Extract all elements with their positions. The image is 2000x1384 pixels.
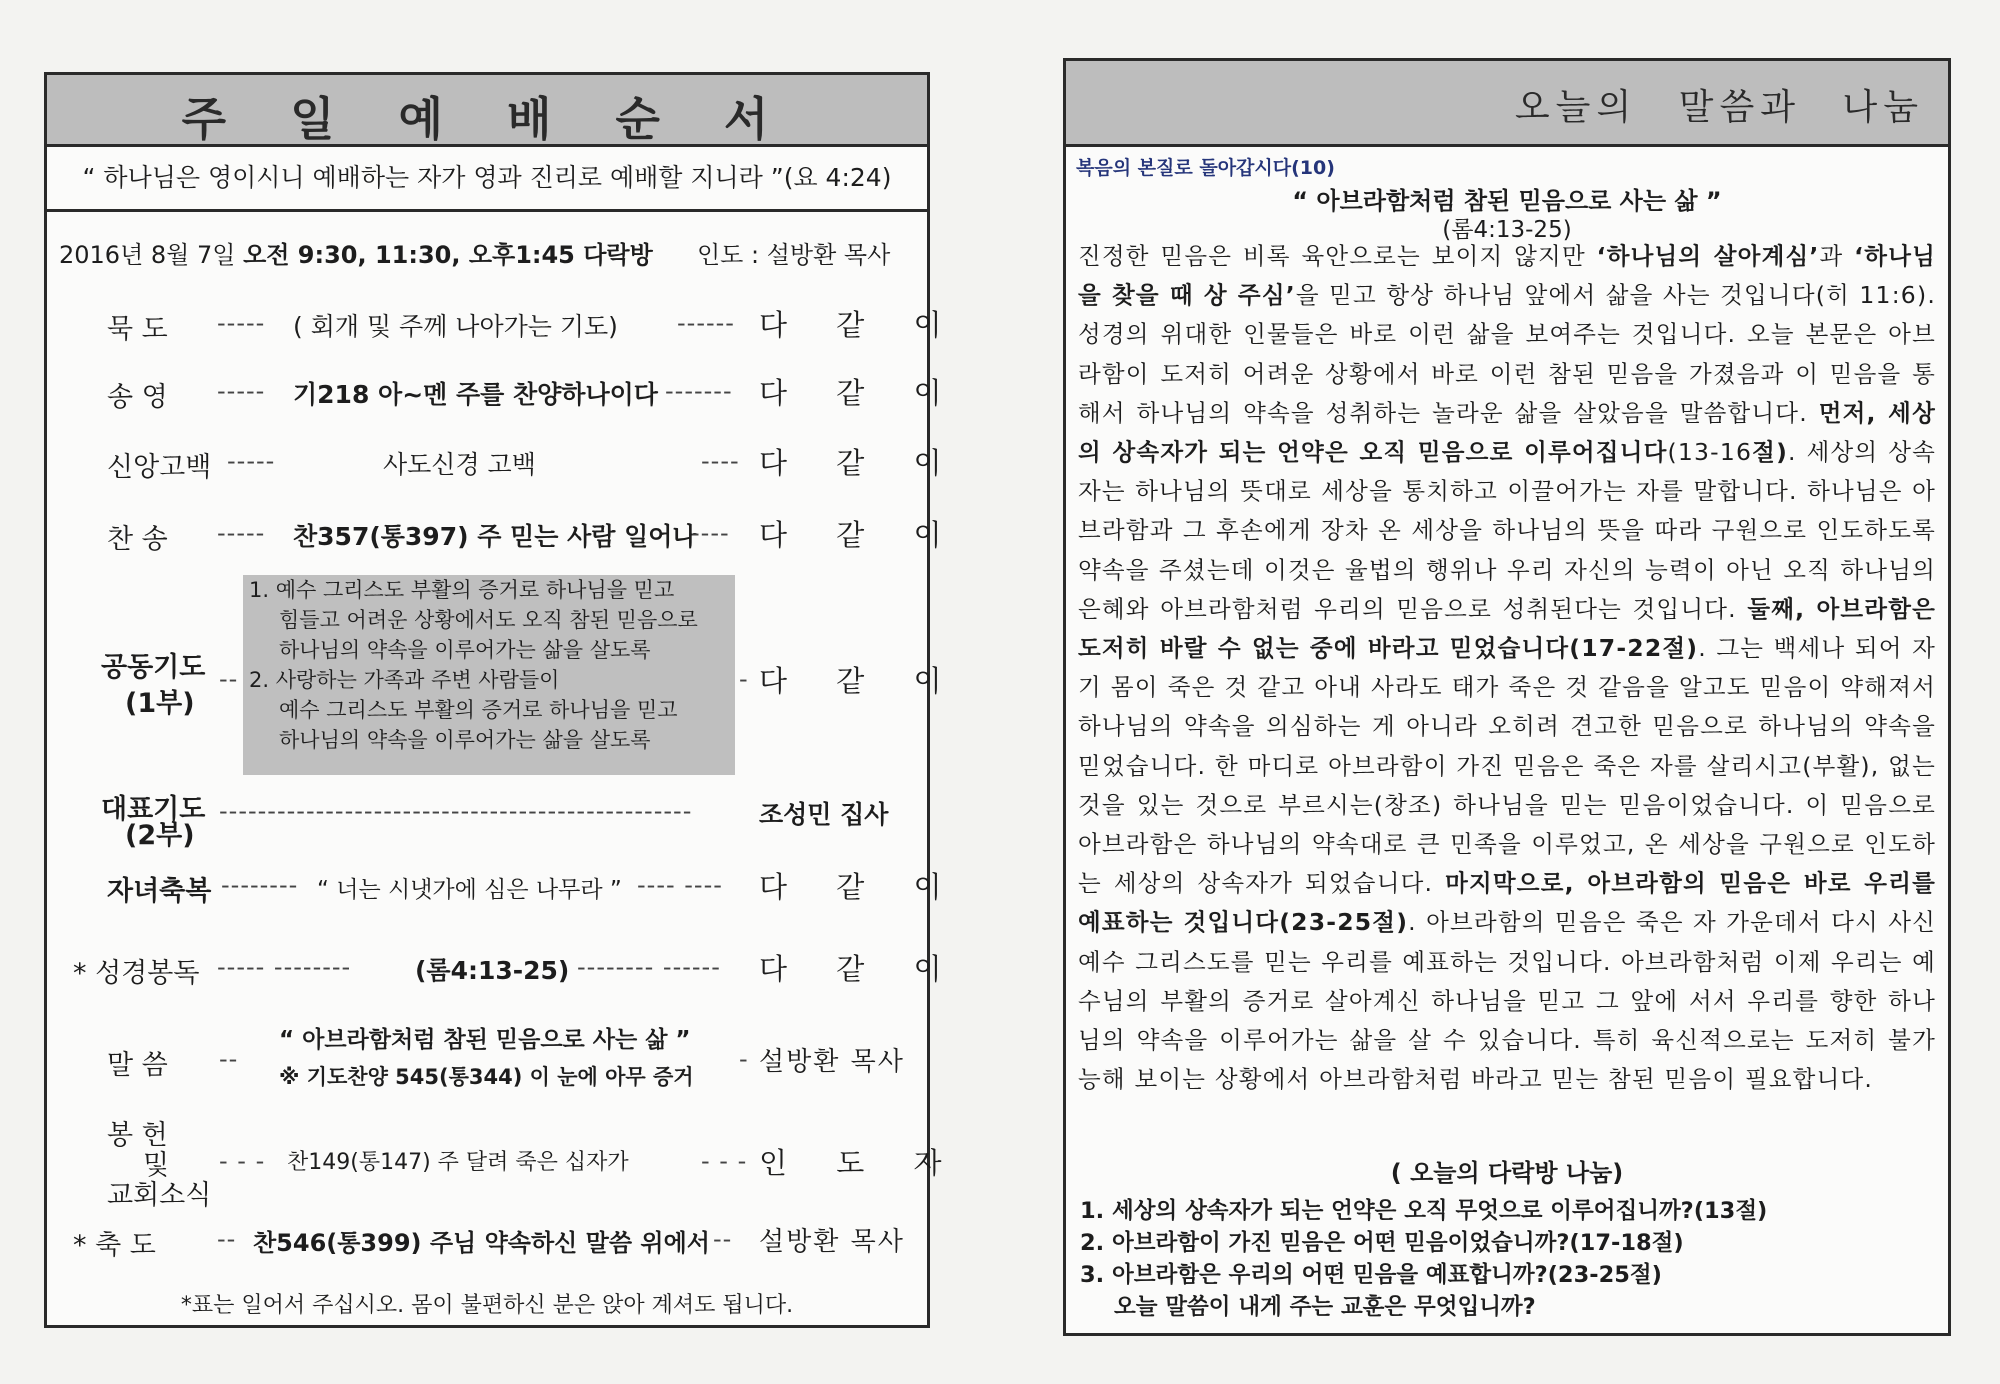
- item-responder: 다 같 이: [759, 308, 962, 342]
- worship-order-title: 주 일 예 배 순 서: [181, 92, 793, 146]
- item-dash: --: [219, 665, 239, 693]
- item-responder: 다 같 이: [759, 518, 962, 552]
- item-responder: 다 같 이: [759, 446, 962, 480]
- item-dash: -------: [665, 377, 733, 405]
- item-dash: -------- ------: [577, 953, 721, 981]
- item-label-child-blessing: 자녀축복: [107, 876, 212, 907]
- item-responder: 조성민 집사: [759, 800, 889, 829]
- service-date: [59, 235, 653, 270]
- body-span-bold: ‘하나님을 찾을 때 상 주심’: [1078, 242, 1937, 310]
- worship-order-header: [47, 75, 927, 147]
- body-span: 을 믿고 항상 하나님 앞에서 삶을 사는 것입니다(히 11:6). 성경의 위대한 인물들은 바로 이런 삶을 보여주는 것입니다. 오늘 본문은 아브라함이 도저히 어려운 상황에서 바로 이런 참된 믿음을 가졌음과 이 믿음을 통해서 하나님의 약속을 성취하는 놀라운 삶을 살았음을 말씀합니다.: [1078, 281, 1936, 427]
- item-content-creed: 사도신경 고백: [383, 450, 536, 479]
- item-dash: -: [739, 665, 749, 693]
- prayer-line: 하나님의 약속을 이루어가는 삶을 살도록: [279, 728, 651, 752]
- item-responder: 설방환 목사: [759, 1227, 905, 1257]
- service-date-plain: 2016년 8월 7일: [59, 241, 244, 269]
- item-dash: -: [739, 1045, 749, 1073]
- item-label-offering: 봉 헌: [107, 1120, 168, 1151]
- item-dash: --: [217, 1225, 237, 1253]
- sermon-reference: (롬4:13-25): [1442, 217, 1572, 243]
- item-label-sermon: 말 씀: [107, 1050, 168, 1081]
- prayer-line: 힘들고 어려운 상황에서도 오직 참된 믿음으로: [279, 608, 698, 632]
- item-dash: -----: [217, 519, 266, 547]
- question-item: 3. 아브라함은 우리의 어떤 믿음을 예표합니까?(23-25절): [1080, 1262, 1662, 1288]
- todays-word-header: [1066, 61, 1948, 147]
- standing-note: *표는 일어서 주십시오. 몸이 불편하신 분은 앉아 계셔도 됩니다.: [180, 1293, 794, 1318]
- item-dash: -----: [217, 377, 266, 405]
- item-content-child-blessing: “ 너는 시냇가에 심은 나무라 ”: [317, 877, 622, 903]
- item-content-offering: 찬149(통147) 주 달려 죽은 십자가: [287, 1150, 629, 1175]
- item-label-representative-prayer: 대표기도: [101, 794, 206, 825]
- item-dash: - - -: [701, 1147, 748, 1175]
- item-dash: --------: [221, 871, 299, 899]
- todays-word-title: 오늘의 말씀과 나눔: [1514, 87, 1924, 128]
- item-content-benediction: 찬546(통399) 주님 약속하신 말씀 위에서: [253, 1229, 710, 1257]
- body-span: . 그는 백세나 되어 자기 몸이 죽은 것 같고 아내 사라도 태가 죽은 것 같음을 알고도 믿음이 약해져서 하나님의 약속을 의심하는 게 아니라 오히려 견고한 믿음으로 하나님의 약속을 믿었습니다. 한 마디로 아브라함이 가진 믿음은 죽은 자를 살리시고(부활), 없는 것을 있는 것으로 부르시는(창조) 하나님을 믿는 믿음이었습니다. 이 믿음으로 아브라함은 하나님의 약속대로 큰 민족을 이루었고, 온 세상을 구원으로 인도하는 세상의 상속자가 되었습니다.: [1078, 634, 1937, 898]
- item-responder: 다 같 이: [759, 870, 962, 904]
- series-title: 복음의 본질로 돌아갑시다(10): [1076, 157, 1335, 179]
- body-span-bold: 둘째, 아브라함은 도저히 바랄 수 없는 중에 바라고 믿었습니다(17-22절): [1078, 594, 1936, 663]
- item-label-part1: (1부): [125, 688, 195, 719]
- prayer-box: [243, 575, 735, 775]
- sharing-title: ( 오늘의 다락방 나눔): [1390, 1159, 1624, 1187]
- body-span-bold: 마지막으로, 아브라함의 믿음은 바로 우리를 예표하는 것입니다(23-25절): [1078, 869, 1936, 937]
- body-span: 과: [1819, 242, 1855, 270]
- question-item: 1. 세상의 상속자가 되는 언약은 오직 무엇으로 이루어집니까?(13절): [1080, 1198, 1768, 1224]
- question-item: 2. 아브라함이 가진 믿음은 어떤 믿음이었습니까?(17-18절): [1080, 1230, 1684, 1256]
- item-dash: -----: [217, 309, 266, 337]
- prayer-line: 예수 그리스도 부활의 증거로 하나님을 믿고: [279, 698, 678, 722]
- question-item: 오늘 말씀이 내게 주는 교훈은 무엇입니까?: [1114, 1294, 1536, 1320]
- item-responder: 다 같 이: [759, 664, 962, 698]
- item-label-doxology: 송 영: [107, 382, 168, 413]
- item-responder: 인 도 자: [759, 1146, 962, 1180]
- worship-order-panel: [44, 72, 962, 1328]
- item-responder: 설방환 목사: [759, 1047, 905, 1077]
- item-responder: 다 같 이: [759, 952, 962, 986]
- item-label-scripture-reading: * 성경봉독: [73, 958, 200, 989]
- item-dash: ----- --------: [217, 953, 352, 981]
- service-leader: 인도 : 설방환 목사: [697, 241, 891, 269]
- todays-word-panel: [1063, 58, 1951, 1336]
- item-dash: -------------------------------------------------: [219, 797, 693, 825]
- item-content-prayer-song: ※ 기도찬양 545(통344) 이 눈에 아무 증거: [279, 1065, 694, 1089]
- prayer-line: 1. 예수 그리스도 부활의 증거로 하나님을 믿고: [249, 578, 675, 602]
- sermon-body: [1078, 237, 1936, 1099]
- item-label-church-news: 교회소식: [107, 1180, 212, 1211]
- body-span: . 아브라함의 믿음은 죽은 자 가운데서 다시 사신 예수 그리스도를 믿는 우리를 예표하는 것입니다. 아브라함처럼 이제 우리는 예수님의 부활의 증거로 살아계신 하나님을 믿고 그 앞에 서서 우리를 향한 하나님의 약속을 이루어가는 삶을 살 수 있습니다. 특히 육신적으로는 도저히 불가능해 보이는 상황에서 아브라함처럼 바라고 믿는 참된 믿음이 필요합니다.: [1078, 908, 1936, 1094]
- item-content-sermon-title: “ 아브라함처럼 참된 믿음으로 사는 삶 ”: [279, 1027, 691, 1053]
- body-span: 진정한 믿음은 비록 육안으로는 보이지 않지만: [1078, 242, 1597, 270]
- scripture-verse: “ 하나님은 영이시니 예배하는 자가 영과 진리로 예배할 지니라 ”(요 4:24): [47, 147, 927, 212]
- item-responder: 다 같 이: [759, 376, 962, 410]
- item-dash: --: [713, 1225, 733, 1253]
- item-label-common-prayer: 공동기도: [101, 652, 206, 683]
- body-span-bold: 절): [1752, 438, 1789, 467]
- body-span: (13-16: [1667, 438, 1753, 467]
- item-dash: - - -: [219, 1147, 266, 1175]
- item-content-scripture-reading: (롬4:13-25): [415, 956, 570, 985]
- service-times: 오전 9:30, 11:30, 오후1:45 다락방: [243, 241, 653, 269]
- item-content-silent-prayer: ( 회개 및 주께 나아가는 기도): [293, 312, 618, 341]
- body-span-bold: 먼저, 세상의 상속자가 되는 언약은 오직 믿음으로 이루어집니다: [1078, 398, 1936, 467]
- item-label-benediction: * 축 도: [73, 1230, 156, 1261]
- item-content-hymn: 찬357(통397) 주 믿는 사람 일어나: [293, 522, 697, 551]
- item-dash: --: [219, 1045, 239, 1073]
- item-label-and: 및: [143, 1150, 170, 1181]
- item-label-creed: 신앙고백: [107, 452, 212, 483]
- body-span-bold: ‘하나님의 살아계심’: [1596, 242, 1820, 270]
- prayer-line: 하나님의 약속을 이루어가는 삶을 살도록: [279, 638, 651, 662]
- item-label-part2: (2부): [125, 820, 195, 851]
- item-dash: ----: [691, 519, 730, 547]
- sharing-questions: [1080, 1195, 1767, 1323]
- item-dash: ----: [701, 447, 740, 475]
- item-content-doxology: 기218 아~멘 주를 찬양하나이다: [293, 380, 658, 409]
- item-label-hymn: 찬 송: [107, 524, 168, 555]
- sermon-title: “ 아브라함처럼 참된 믿음으로 사는 삶 ”: [1292, 187, 1722, 215]
- item-dash: -----: [227, 447, 276, 475]
- item-dash: ---- ----: [637, 871, 723, 899]
- item-dash: ------: [677, 309, 735, 337]
- prayer-line: 2. 사랑하는 가족과 주변 사람들이: [249, 668, 560, 692]
- item-label-silent-prayer: 묵 도: [107, 314, 168, 345]
- body-span: . 세상의 상속자는 하나님의 뜻대로 세상을 통치하고 이끌어가는 자를 말합니다. 하나님은 아브라함과 그 후손에게 장차 온 세상을 하나님의 뜻을 따라 구원으로 인도하도록 약속을 주셨는데 이것은 율법의 행위나 우리 자신의 능력이 아닌 오직 하나님의 은혜와 아브라함처럼 우리의 믿음으로 성취된다는 것입니다.: [1078, 438, 1936, 623]
